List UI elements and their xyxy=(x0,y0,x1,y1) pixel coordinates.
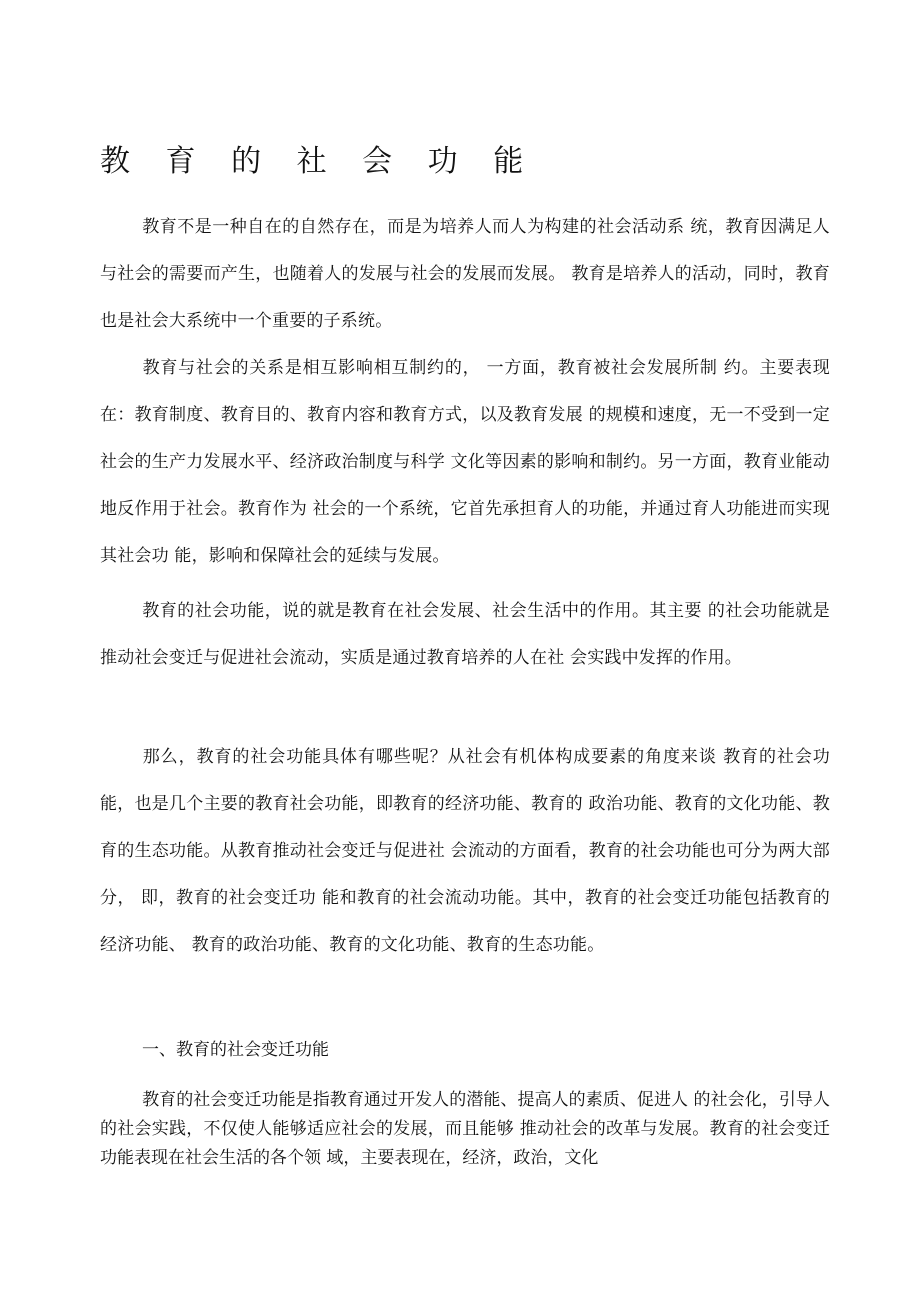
paragraph-2-text: 教育与社会的关系是相互影响相互制约的， 一方面，教育被社会发展所制 约。主要表现在：教育制度、教育目的、教育内容和教育方式，以及教育发展 的规模和速度，无一不受到一定社会的生产力发展水平、经济政治制度与科学 文化等因素的影响和制约。另一方面，教育业能动地反作用于社会。教育作为 社会的一个系统，它首先承担育人的功能，并通过育人功能进而实现其社会功 能，影响和保障社会的延续与发展。 xyxy=(100,358,830,566)
paragraph-4 xyxy=(100,734,830,969)
document-title: 教 育 的 社 会 功 能 xyxy=(100,144,537,179)
paragraph-3 xyxy=(100,588,830,682)
section-paragraph xyxy=(100,1086,830,1173)
paragraph-1-text: 教育不是一种自在的自然存在，而是为培养人而人为构建的社会活动系 统，教育因满足人与社会的需要而产生，也随着人的发展与社会的发展而发展。 教育是培养人的活动，同时，教育也是社会大系统中一个重要的子系统。 xyxy=(100,217,830,331)
section-heading: 一、教育的社会变迁功能 xyxy=(142,1040,329,1060)
paragraph-1 xyxy=(100,204,830,345)
paragraph-4-text: 那么，教育的社会功能具体有哪些呢？从社会有机体构成要素的角度来谈 教育的社会功能，也是几个主要的教育社会功能，即教育的经济功能、教育的 政治功能、教育的文化功能、教育的生态功能。从教育推动社会变迁与促进社 会流动的方面看，教育的社会功能也可分为两大部分， 即，教育的社会变迁功 能和教育的社会流动功能。其中，教育的社会变迁功能包括教育的经济功能、 教育的政治功能、教育的文化功能、教育的生态功能。 xyxy=(100,747,830,955)
paragraph-3-text: 教育的社会功能，说的就是教育在社会发展、社会生活中的作用。其主要 的社会功能就是推动社会变迁与促进社会流动，实质是通过教育培养的人在社 会实践中发挥的作用。 xyxy=(100,601,830,668)
paragraph-2 xyxy=(100,345,830,580)
section-paragraph-text: 教育的社会变迁功能是指教育通过开发人的潜能、提高人的素质、促进人 的社会化，引导人的社会实践，不仅使人能够适应社会的发展，而且能够 推动社会的改革与发展。教育的社会变迁功能表现在社会生活的各个领 域，主要表现在，经济，政治，文化 xyxy=(100,1090,830,1168)
